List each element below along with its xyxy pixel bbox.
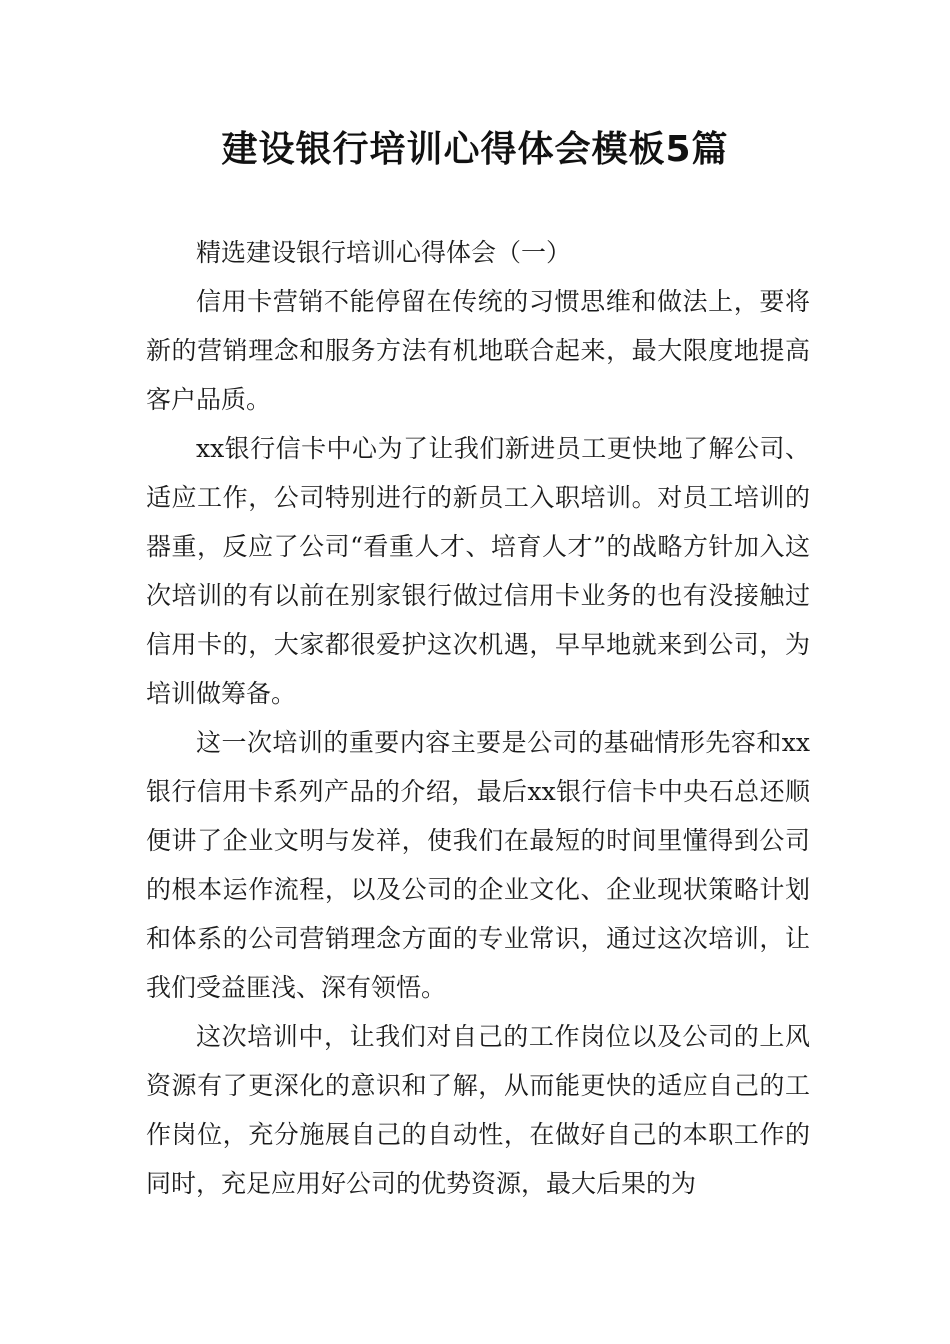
paragraph: 这一次培训的重要内容主要是公司的基础情形先容和xx银行信用卡系列产品的介绍，最后xx银行信卡中央石总还顺便讲了企业文明与发祥，使我们在最短的时间里懂得到公司的根本运作流程，以及公司的企业文化、企业现状策略计划和体系的公司营销理念方面的专业常识，通过这次培训，让我们受益匪浅、深有领悟。: [146, 728, 810, 1002]
paragraph: 这次培训中，让我们对自己的工作岗位以及公司的上风资源有了更深化的意识和了解，从而能更快的适应自己的工作岗位，充分施展自己的自动性，在做好自己的本职工作的同时，充足应用好公司的优势资源，最大后果的为: [146, 1022, 810, 1198]
section-heading: 精选建设银行培训心得体会（一）: [196, 238, 572, 267]
document-body: [146, 228, 810, 1208]
paragraph: 信用卡营销不能停留在传统的习惯思维和做法上，要将新的营销理念和服务方法有机地联合起来，最大限度地提高客户品质。: [146, 287, 810, 414]
paragraph: xx银行信卡中心为了让我们新进员工更快地了解公司、适应工作，公司特别进行的新员工入职培训。对员工培训的器重，反应了公司“看重人才、培育人才”的战略方针加入这次培训的有以前在别家银行做过信用卡业务的也有没接触过信用卡的，大家都很爱护这次机遇，早早地就来到公司，为培训做筹备。: [146, 434, 810, 708]
document-title: 建设银行培训心得体会模板5篇: [221, 129, 729, 170]
